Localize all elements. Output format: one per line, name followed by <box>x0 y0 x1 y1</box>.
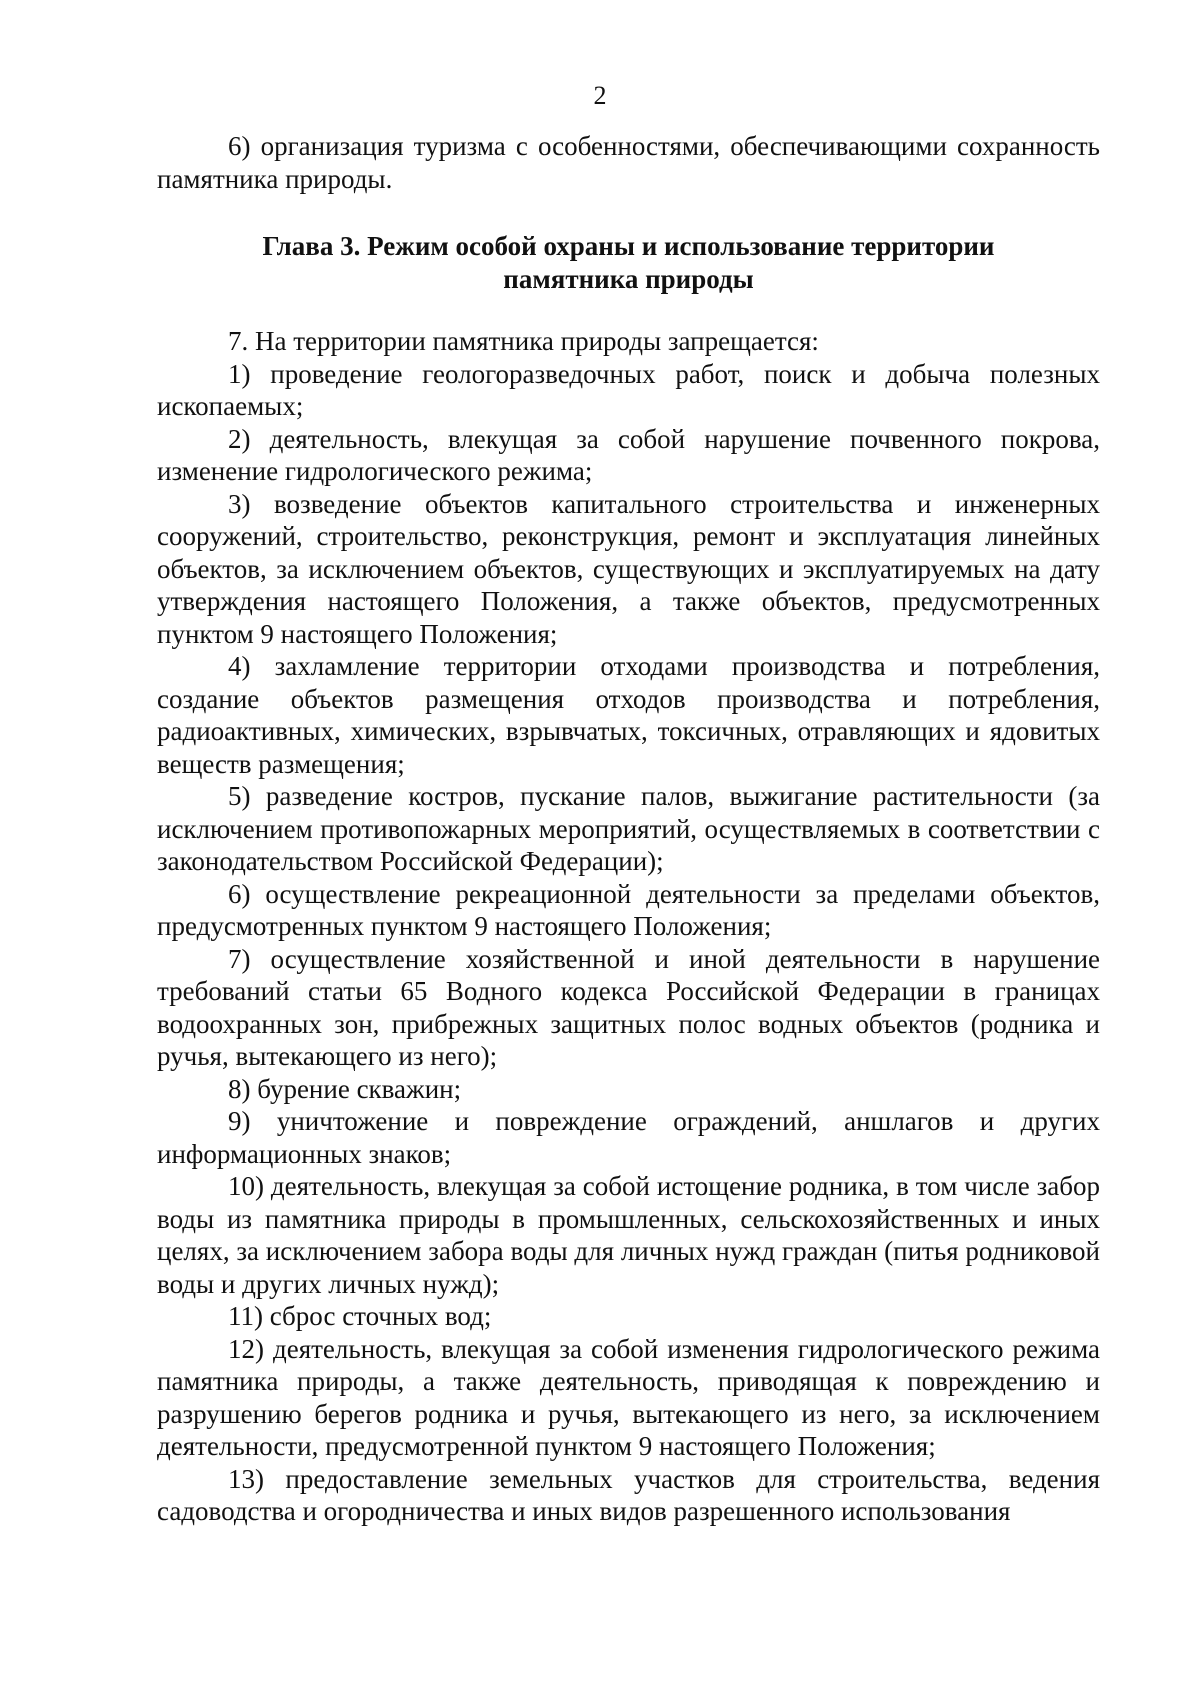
list-item-8: 8) бурение скважин; <box>228 1073 462 1104</box>
list-item-6: 6) осуществление рекреационной деятельности за пределами объектов, предусмотренных пунктом 9 настоящего Положения; <box>157 878 1100 941</box>
list-item-4: 4) захламление территории отходами производства и потребления, создание объектов размещения отходов производства и потребления, радиоактивных, химических, взрывчатых, токсичных, отравляющих и ядовитых веществ размещения; <box>157 651 1100 779</box>
chapter-title-line-2: памятника природы <box>503 263 754 294</box>
intro-paragraph: 6) организация туризма с особенностями, обеспечивающими сохранность памятника природы. <box>157 131 1100 194</box>
paragraph-intro-item-7: 7. На территории памятника природы запрещается: <box>228 326 819 356</box>
list-item-11: 11) сброс сточных вод; <box>228 1301 492 1331</box>
page-number: 2 <box>593 81 607 110</box>
list-item-1: 1) проведение геологоразведочных работ, поиск и добыча полезных ископаемых; <box>157 358 1100 421</box>
chapter-title-line-1: Глава 3. Режим особой охраны и использование территории <box>262 231 995 261</box>
list-item-2: 2) деятельность, влекущая за собой нарушение почвенного покрова, изменение гидрологического режима; <box>157 423 1100 486</box>
list-item-7: 7) осуществление хозяйственной и иной деятельности в нарушение требований статьи 65 Водного кодекса Российской Федерации в границах водоохранных зон, прибрежных защитных полос водных объектов (родника и ручья, вытекающего из него); <box>157 943 1100 1071</box>
list-item-5: 5) разведение костров, пускание палов, выжигание растительности (за исключением противопожарных мероприятий, осуществляемых в соответствии с законодательством Российской Федерации); <box>157 781 1100 876</box>
chapter-heading <box>157 230 1100 295</box>
list-item-10: 10) деятельность, влекущая за собой истощение родника, в том числе забор воды из памятника природы в промышленных, сельскохозяйственных и иных целях, за исключением забора воды для личных нужд граждан (питья родниковой воды и других личных нужд); <box>157 1171 1100 1299</box>
list-item-3: 3) возведение объектов капитального строительства и инженерных сооружений, строительство, реконструкция, ремонт и эксплуатация линейных объектов, за исключением объектов, существующих и эксплуатируемых на дату утверждения настоящего Положения, а также объектов, предусмотренных пунктом 9 настоящего Положения; <box>157 488 1100 649</box>
list-item-13: 13) предоставление земельных участков для строительства, ведения садоводства и огородничества и иных видов разрешенного использования <box>157 1463 1100 1526</box>
list-item-9: 9) уничтожение и повреждение ограждений, аншлагов и других информационных знаков; <box>157 1106 1100 1169</box>
document-body <box>157 130 1100 1528</box>
list-item-12: 12) деятельность, влекущая за собой изменения гидрологического режима памятника природы, а также деятельность, приводящая к повреждению и разрушению берегов родника и ручья, вытекающего из него, за исключением деятельности, предусмотренной пунктом 9 настоящего Положения; <box>157 1333 1100 1461</box>
